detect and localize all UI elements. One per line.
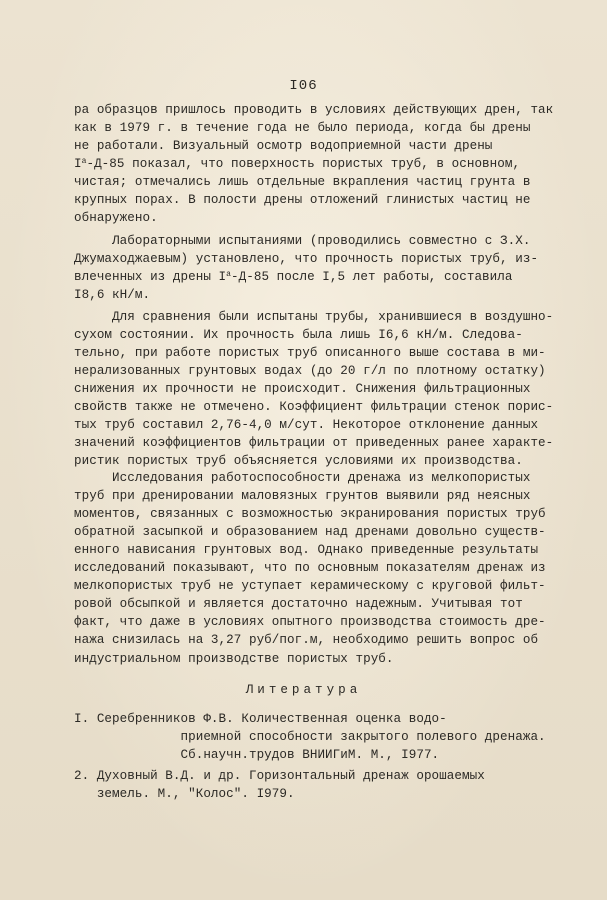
- paragraph4-line: индустриальном производстве пористых труб.: [74, 651, 394, 666]
- paragraph1-line: не работали. Визуальный осмотр водоприемной части дрены: [74, 139, 493, 154]
- paragraph3-line: снижения их прочности не происходит. Снижения фильтрационных: [74, 382, 531, 397]
- paragraph1-line: обнаружено.: [74, 211, 158, 226]
- paragraph2-line: I8,6 кН/м.: [74, 288, 151, 303]
- paragraph4-line: факт, что даже в условиях опытного производства стоимость дре-: [74, 615, 546, 630]
- paragraph1-line: как в 1979 г. в течение года не было периода, когда бы дрены: [74, 121, 531, 136]
- page-number: I06: [289, 78, 318, 94]
- literature-heading: Литература: [245, 683, 362, 697]
- paragraph1-line: ра образцов пришлось проводить в условиях действующих дрен, так: [74, 103, 554, 117]
- paragraph4-line: Исследования работоспособности дренажа из мелкопористых: [74, 471, 531, 485]
- reference-line: Сб.научн.трудов ВНИИГиМ. М., I977.: [74, 748, 440, 763]
- line-text: -Д-85 показал, что поверхность пористых труб, в основном,: [86, 157, 521, 172]
- paragraph2-line: Джумаходжаевым) установлено, что прочность пористых труб, из-: [74, 252, 539, 267]
- reference-line: приемной способности закрытого полевого дренажа.: [74, 730, 546, 745]
- line-text: влеченных из дрены I: [74, 270, 227, 285]
- paragraph2-line: Лабораторными испытаниями (проводились совместно с З.Х.: [74, 234, 531, 248]
- paragraph2-line: [74, 270, 513, 284]
- paragraph3-line: свойств также не отмечено. Коэффициент фильтрации стенок порис-: [74, 400, 554, 415]
- paragraph3-line: тельно, при работе пористых труб описанного выше состава в ми-: [74, 346, 546, 361]
- paragraph1-line: крупных порах. В полости дрены отложений глинистых частиц не: [74, 193, 531, 208]
- superscript: а: [81, 157, 87, 167]
- paragraph4-line: труб при дренировании маловязных грунтов выявили ряд неясных: [74, 489, 531, 504]
- paragraph3-line: тых труб составил 2,76-4,0 м/сут. Некоторое отклонение данных: [74, 418, 539, 433]
- paragraph4-line: енного нависания грунтовых вод. Однако приведенные результаты: [74, 543, 539, 558]
- reference-line: земель. М., "Колос". I979.: [74, 787, 295, 802]
- paragraph1-line: чистая; отмечались лишь отдельные вкрапления частиц грунта в: [74, 175, 531, 190]
- paragraph1-line: [74, 157, 520, 171]
- paragraph3-line: нерализованных грунтовых водах (до 20 г/л по плотному остатку): [74, 364, 546, 379]
- reference-line: I. Серебренников Ф.В. Количественная оценка водо-: [74, 712, 447, 726]
- superscript: а: [226, 270, 232, 280]
- paragraph4-line: исследований показывают, что по основным показателям дренаж из: [74, 561, 546, 576]
- paragraph3-line: сухом состоянии. Их прочность была лишь I6,6 кН/м. Следова-: [74, 328, 523, 343]
- paragraph4-line: моментов, связанных с возможностью экранирования пористых труб: [74, 507, 546, 522]
- line-text: I: [74, 157, 82, 172]
- paragraph4-line: ровой обсыпкой и является достаточно надежным. Учитывая тот: [74, 597, 523, 612]
- paragraph4-line: обратной засыпкой и образованием над дренами довольно существ-: [74, 525, 546, 540]
- line-text: -Д-85 после I,5 лет работы, составила: [231, 270, 513, 285]
- paragraph4-line: мелкопористых труб не уступает керамическому с круговой фильт-: [74, 579, 546, 594]
- paragraph3-line: ристик пористых труб объясняется условиями их производства.: [74, 454, 523, 469]
- reference-line: 2. Духовный В.Д. и др. Горизонтальный дренаж орошаемых: [74, 769, 485, 783]
- paragraph4-line: нажа снизилась на 3,27 руб/пог.м, необходимо решить вопрос об: [74, 633, 539, 648]
- paragraph3-line: Для сравнения были испытаны трубы, хранившиеся в воздушно-: [74, 310, 554, 324]
- paragraph3-line: значений коэффициентов фильтрации от приведенных ранее характе-: [74, 436, 554, 451]
